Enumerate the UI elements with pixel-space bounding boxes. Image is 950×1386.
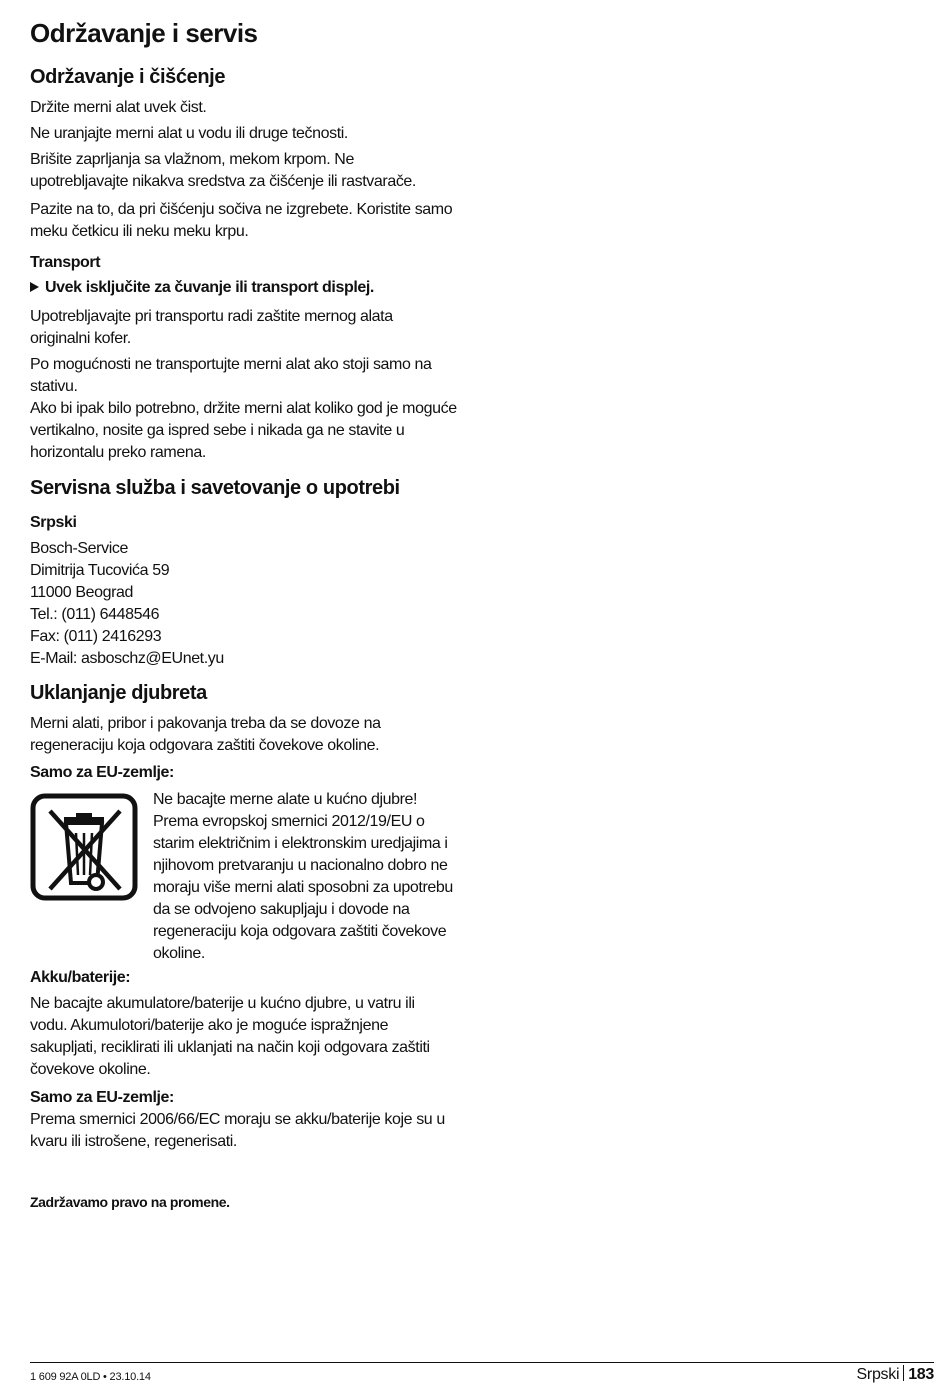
paragraph xyxy=(30,149,470,193)
battery-label: Akku/baterije: xyxy=(30,969,131,986)
warning-item xyxy=(30,277,470,299)
section-heading-service: Servisna služba i savetovanje o upotrebi xyxy=(30,477,400,499)
line: sakupljati, reciklirati ili uklanjati na način koji odgovara zaštiti xyxy=(30,1039,430,1056)
country-label: Srpski xyxy=(30,514,77,531)
weee-crossed-bin-icon xyxy=(30,793,138,901)
paragraph: Ne uranjajte merni alat u vodu ili druge tečnosti. xyxy=(30,125,348,142)
line: čovekove okoline. xyxy=(30,1061,151,1078)
address-phone: Tel.: (011) 6448546 xyxy=(30,606,160,623)
line: vodu. Akumulotori/baterije ako je moguće ispražnjene xyxy=(30,1017,389,1034)
line: okoline. xyxy=(153,945,205,962)
paragraph xyxy=(30,306,470,350)
line: moraju više merni alati sposobni za upotrebu xyxy=(153,879,453,896)
paragraph: Držite merni alat uvek čist. xyxy=(30,99,207,116)
service-address xyxy=(30,538,470,670)
subheading-transport: Transport xyxy=(30,254,101,271)
paragraph xyxy=(30,993,470,1081)
section-heading-maintenance: Održavanje i čišćenje xyxy=(30,66,226,88)
line: starim električnim i elektronskim uredjajima i xyxy=(153,835,448,852)
address-line: Bosch-Service xyxy=(30,540,128,557)
paragraph xyxy=(30,713,470,757)
line: Ne bacajte merne alate u kućno djubre! xyxy=(153,791,418,808)
weee-notice xyxy=(153,789,473,965)
line: Upotrebljavajte pri transportu radi zaštite mernog alata xyxy=(30,308,393,325)
line: regeneraciju koja odgovara zaštiti čovekove xyxy=(153,923,447,940)
line: horizontalu preko ramena. xyxy=(30,444,206,461)
page-footer xyxy=(857,1365,934,1384)
paragraph xyxy=(30,354,470,464)
line: kvaru ili istrošene, regenerisati. xyxy=(30,1133,237,1150)
line: Prema smernici 2006/66/EC moraju se akku/baterije koje su u xyxy=(30,1111,445,1128)
footer-language: Srpski xyxy=(856,1366,900,1383)
reserve-note: Zadržavamo pravo na promene. xyxy=(30,1194,230,1210)
line: njihovom pretvaranju u nacionalno dobro ne xyxy=(153,857,448,874)
footer-separator xyxy=(903,1365,904,1381)
address-email: E-Mail: asboschz@EUnet.yu xyxy=(30,650,224,667)
line: upotrebljavajte nikakva sredstva za čišćenje ili rastvarače. xyxy=(30,173,416,190)
line: regeneraciju koja odgovara zaštiti čovekove okoline. xyxy=(30,737,380,754)
footer-divider xyxy=(30,1362,934,1363)
eu-label-2: Samo za EU-zemlje: xyxy=(30,1089,174,1106)
line: vertikalno, nosite ga ispred sebe i nikada ga ne stavite u xyxy=(30,422,405,439)
doc-code: 1 609 92A 0LD • 23.10.14 xyxy=(30,1371,151,1383)
line: Ako bi ipak bilo potrebno, držite merni alat koliko god je moguće xyxy=(30,400,457,417)
line: Merni alati, pribor i pakovanja treba da se dovoze na xyxy=(30,715,381,732)
triangle-bullet-icon xyxy=(30,282,39,292)
line: Pazite na to, da pri čišćenju sočiva ne izgrebete. Koristite samo xyxy=(30,201,453,218)
line: Prema evropskoj smernici 2012/19/EU o xyxy=(153,813,425,830)
page-title: Održavanje i servis xyxy=(30,18,258,48)
address-line: 11000 Beograd xyxy=(30,584,134,601)
paragraph xyxy=(30,1109,470,1153)
section-heading-disposal: Uklanjanje djubreta xyxy=(30,682,207,704)
line: Ne bacajte akumulatore/baterije u kućno djubre, u vatru ili xyxy=(30,995,415,1012)
line: stativu. xyxy=(30,378,78,395)
paragraph xyxy=(30,199,470,243)
eu-label: Samo za EU-zemlje: xyxy=(30,764,174,781)
warning-text: Uvek isključite za čuvanje ili transport displej. xyxy=(45,279,374,296)
line: Brišite zaprljanja sa vlažnom, mekom krpom. Ne xyxy=(30,151,354,168)
address-fax: Fax: (011) 2416293 xyxy=(30,628,162,645)
line: Po mogućnosti ne transportujte merni alat ako stoji samo na xyxy=(30,356,432,373)
line: meku četkicu ili neku meku krpu. xyxy=(30,223,249,240)
line: originalni kofer. xyxy=(30,330,131,347)
line: da se odvojeno sakupljaju i dovode na xyxy=(153,901,410,918)
page-number: 183 xyxy=(908,1366,934,1383)
address-line: Dimitrija Tucovića 59 xyxy=(30,562,170,579)
